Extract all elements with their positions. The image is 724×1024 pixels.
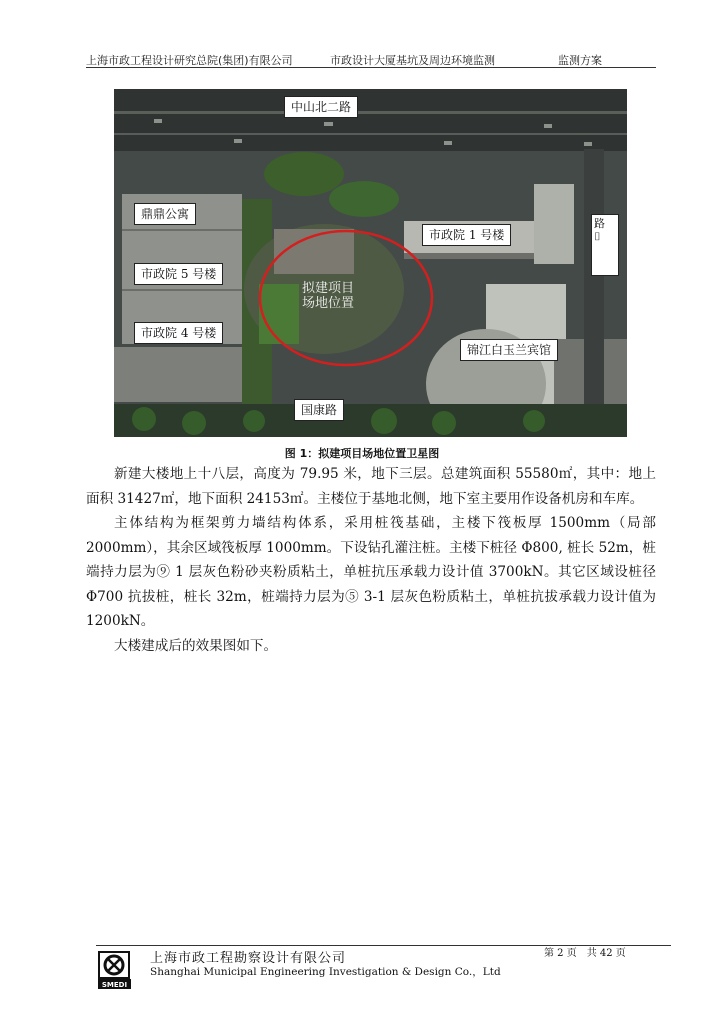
- paragraph-3: 大楼建成后的效果图如下。: [114, 637, 278, 654]
- label-building-4: 市政院 4 号楼: [134, 322, 223, 344]
- header-doc-type: 监测方案: [558, 54, 602, 67]
- label-site-line2: 场地位置: [302, 296, 355, 311]
- header-org: 上海市政工程设计研究总院(集团)有限公司: [86, 54, 293, 67]
- page-number: 第 2 页 共 42 页: [544, 948, 626, 959]
- header-divider: [86, 67, 656, 68]
- header-project: 市政设计大厦基坑及周边环境监测: [330, 54, 495, 67]
- paragraph-1: 新建大楼地上十八层，高度为 79.95 米，地下三层。总建筑面积 55580㎡，其中：地上面积 31427㎡，地下面积 24153㎡。主楼位于基地北侧，地下室主要用作设备机房和车库。: [86, 466, 656, 507]
- label-site: [302, 281, 354, 311]
- logo-text: SMEDI: [101, 981, 128, 989]
- label-building-1: 市政院 1 号楼: [422, 224, 511, 246]
- label-road-east: [591, 214, 619, 276]
- page-header: [86, 50, 656, 68]
- paragraph-2: 主体结构为框架剪力墙结构体系，采用桩筏基础，主楼下筏板厚 1500mm（局部 2000mm），其余区域筏板厚 1000mm。下设钻孔灌注桩。主楼下桩径 Φ800, 桩长 52m，桩端持力层为⑨ 1 层灰色粉砂夹粉质粘土，单桩抗压承载力设计值 3700kN。其它区域设桩径 Φ700 抗拔桩，桩长 32m，桩端持力层为⑤ 3-1 层灰色粉质粘土，单桩抗拔承载力设计值为 1200kN。: [86, 515, 656, 629]
- label-road-east-text: 路: [594, 217, 605, 230]
- body-text: [86, 462, 656, 658]
- footer-company-en: Shanghai Municipal Engineering Investigation & Design Co.，Ltd: [150, 966, 501, 978]
- label-site-line1: 拟建项目: [302, 281, 355, 296]
- label-hotel: 锦江白玉兰宾馆: [460, 339, 558, 361]
- label-road-north: 中山北二路: [284, 96, 358, 118]
- label-road-east-suffix: ⌷: [594, 230, 601, 243]
- figure-caption: 图 1：拟建项目场地位置卫星图: [284, 447, 440, 460]
- label-road-south: 国康路: [294, 399, 344, 421]
- satellite-image: [114, 89, 627, 437]
- label-building-5: 市政院 5 号楼: [134, 263, 223, 285]
- label-dingding-apartment: 鼎鼎公寓: [134, 203, 196, 225]
- company-logo: [98, 948, 132, 990]
- footer-company-cn: 上海市政工程勘察设计有限公司: [150, 951, 347, 966]
